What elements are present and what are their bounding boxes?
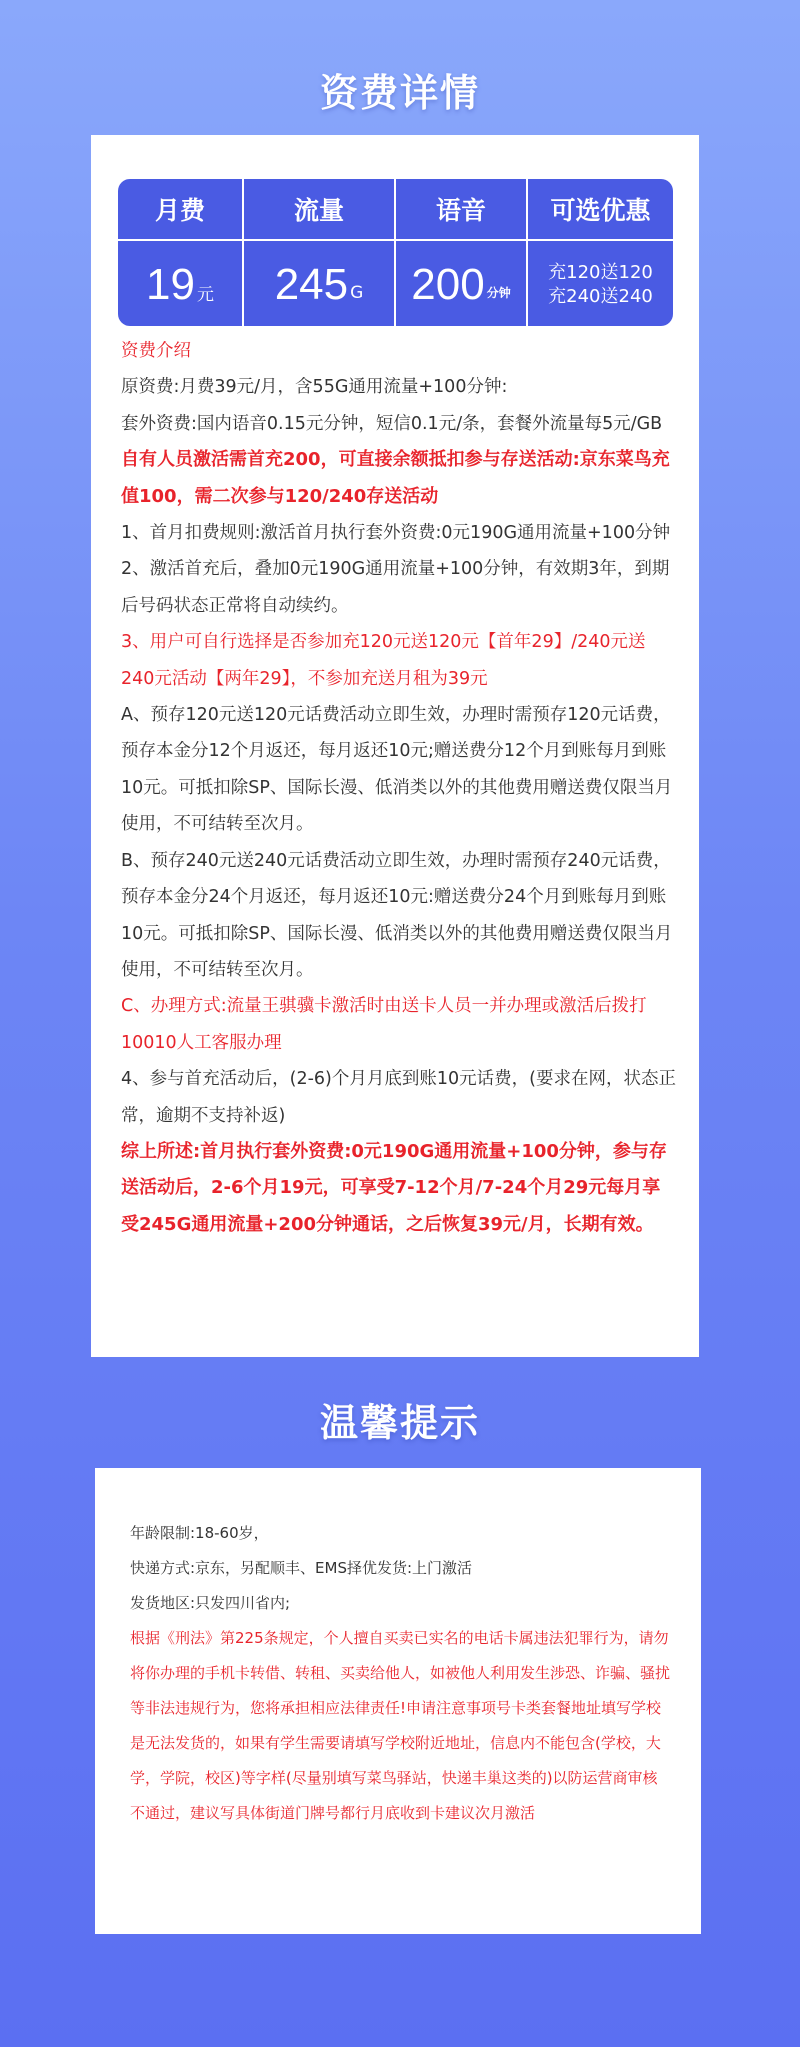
age-limit: 年龄限制:18-60岁， [130,1524,269,1542]
fee-table-body [118,239,673,326]
fee-table-header [118,179,673,239]
header-monthly-fee: 月费 [118,179,244,239]
rule-3: 3、用户可自行选择是否参加充120元送120元【首年29】/240元送240元活动【两年29】，不参加充送月租为39元 [121,632,646,689]
data-unit: G [350,282,364,303]
promo-line: 充120送120 [548,261,653,283]
data-value: 245 [274,259,349,309]
extra-fee-line: 套外资费:国内语音0.15元分钟，短信0.1元/条，套餐外流量每5元/GB [121,413,663,434]
rule-4: 4、参与首充活动后，(2-6)个月月底到账10元话费，(要求在网，状态正常，逾期不支持补返) [121,1069,676,1126]
option-a: A、预存120元送120元话费活动立即生效，办理时需预存120元话费，预存本金分12个月返还，每月返还10元;赠送费分12个月到账每月到账10元。可抵扣除SP、国际长漫、低消类以外的其他费用赠送费仅限当月使用，不可结转至次月。 [121,705,673,835]
promo-cell [528,241,673,326]
activation-highlight: 自有人员激活需首充200，可直接余额抵扣参与存送活动:京东菜鸟充值100，需二次参与120/240存送活动 [121,449,670,507]
option-c: C、办理方式:流量王骐骥卡激活时由送卡人员一并办理或激活后拨打10010人工客服办理 [121,996,647,1053]
rule-1: 1、首月扣费规则:激活首月执行套外资费:0元190G通用流量+100分钟 [121,523,671,544]
fee-table [118,179,673,326]
header-voice: 语音 [396,179,528,239]
tips-card [95,1468,701,1934]
section-title-fee-details: 资费详情 [319,71,480,115]
header-data: 流量 [244,179,396,239]
promo-line: 充240送240 [548,285,653,307]
data-cell [244,241,396,326]
fee-details-card [91,135,699,1357]
rule-2: 2、激活首充后，叠加0元190G通用流量+100分钟，有效期3年，到期后号码状态正常将自动续约。 [121,559,670,616]
voice-value: 200 [411,259,485,309]
delivery-region: 发货地区:只发四川省内; [130,1594,291,1612]
summary: 综上所述:首月执行套外资费:0元190G通用流量+100分钟，参与存送活动后，2-6个月19元，可享受7-12个月/7-24个月29元每月享受245G通用流量+200分钟通话，之后恢复39元/月，长期有效。 [121,1140,667,1235]
original-fee-line: 原资费:月费39元/月，含55G通用流量+100分钟: [121,377,508,398]
header-promo: 可选优惠 [550,196,651,225]
tips-text [130,1516,670,1831]
section-title-tips: 温馨提示 [319,1401,480,1445]
option-b: B、预存240元送240元话费活动立即生效，办理时需预存240元话费，预存本金分24个月返还，每月返还10元:赠送费分24个月到账每月到账10元。可抵扣除SP、国际长漫、低消类以外的其他费用赠送费仅限当月使用，不可结转至次月。 [121,850,673,980]
fee-details-text [121,333,676,1243]
legal-warning: 根据《刑法》第225条规定，个人擅自买卖已实名的电话卡属违法犯罪行为，请勿将你办理的手机卡转借、转租、买卖给他人，如被他人利用发生涉恐、诈骗、骚扰等非法违规行为，您将承担相应法律责任!申请注意事项号卡类套餐地址填写学校是无法发货的，如果有学生需要请填写学校附近地址，信息内不能包含(学校，大学，学院，校区)等字样(尽量别填写菜鸟驿站，快递丰巢这类的)以防运营商审核不通过，建议写具体街道门牌号都行月底收到卡建议次月激活 [130,1629,671,1822]
intro-label: 资费介绍 [121,341,191,361]
voice-cell [396,241,528,326]
delivery-method: 快递方式:京东，另配顺丰、EMS择优发货:上门激活 [130,1559,473,1577]
monthly-fee-unit: 元 [196,285,214,305]
voice-unit: 分钟 [486,286,511,300]
monthly-fee-value: 19 [146,259,195,309]
monthly-fee-cell [118,241,244,326]
